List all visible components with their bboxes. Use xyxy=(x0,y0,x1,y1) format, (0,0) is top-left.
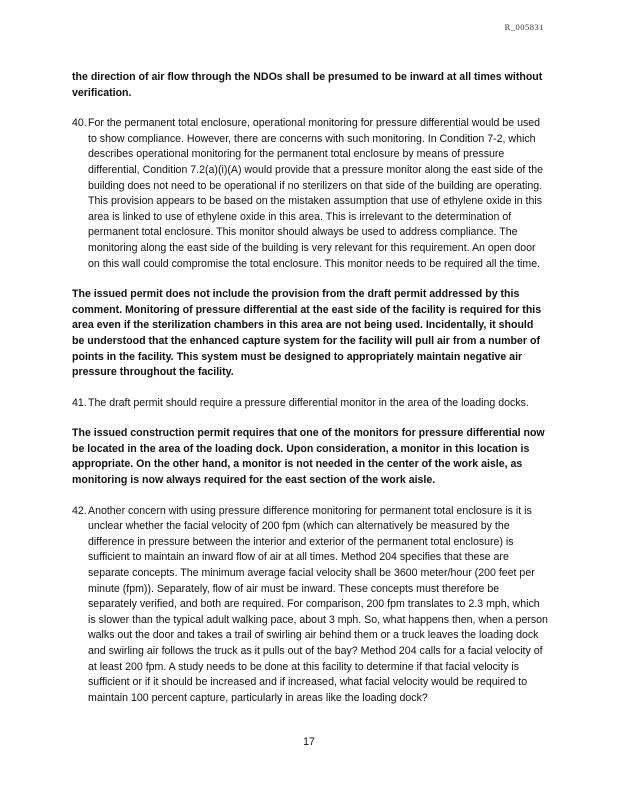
bates-number: R_005831 xyxy=(504,22,544,32)
response-paragraph-40: The issued permit does not include the provision from the draft permit addressed by this comment. Monitoring of pressure differential at the east side of the facility is required for this area even if the sterilization chambers in this area are not being used. Incidentally, it should be understood that the enhanced capture system for the facility will pull air from a number of points in the facility. This system must be designed to appropriately maintain negative air pressure throughout the facility. xyxy=(72,288,542,379)
item-number: 40. xyxy=(72,117,87,130)
item-text: For the permanent total enclosure, operational monitoring for pressure differential would be used to show compliance. However, there are concerns with such monitoring. In Condition 7-2, which describes operational monitoring for the permanent total enclosure by means of pressure differential, Condition 7.2(a)(i)(A) would provide that a pressure monitor along the east side of the building does not need to be operational if no sterilizers on that side of the building are operating. This provision appears to be based on the mistaken assumption that use of ethylene oxide in this area is linked to use of ethylene oxide in this area. This is irrelevant to the determination of permanent total enclosure. This monitor should always be used to address compliance. The monitoring along the east side of the building is very relevant for this requirement. An open door on this wall could compromise the total enclosure. This monitor needs to be required all the time. xyxy=(88,117,543,270)
page-number: 17 xyxy=(303,736,315,748)
comment-item-41 xyxy=(72,396,548,412)
item-number: 42. xyxy=(72,504,87,517)
item-number: 41. xyxy=(72,396,87,409)
comment-item-40 xyxy=(72,116,548,272)
comment-item-42 xyxy=(72,504,548,707)
response-paragraph-continued: the direction of air flow through the NDOs shall be presumed to be inward at all times without verification. xyxy=(72,71,543,99)
item-text: Another concern with using pressure difference monitoring for permanent total enclosure is it is unclear whether the facial velocity of 200 fpm (which can alternatively be measured by the difference in pressure between the interior and exterior of the permanent total enclosure) is sufficient to maintain an inward flow of air at all times. Method 204 specifies that these are separate concepts. The minimum average facial velocity shall be 3600 meter/hour (200 feet per minute (fpm)). Separately, flow of air must be inward. These concepts must therefore be separately verified, and both are required. For comparison, 200 fpm translates to 2.3 mph, which is slower than the typical adult walking pace, about 3 mph. So, what happens then, when a person walks out the door and takes a trail of swirling air behind them or a truck leaves the loading dock and swirling air follows the truck as it pulls out of the bay? Method 204 calls for a facial velocity of at least 200 fpm. A study needs to be done at this facility to determine if that facial velocity is sufficient or if it should be increased and if increased, what facial velocity would be required to maintain 100 percent capture, particularly in areas like the loading dock? xyxy=(88,504,548,704)
item-text: The draft permit should require a pressure differential monitor in the area of the loading docks. xyxy=(88,396,529,409)
response-paragraph-41: The issued construction permit requires that one of the monitors for pressure differential now be located in the area of the loading dock. Upon consideration, a monitor in this location is appropriate. On the other hand, a monitor is not needed in the center of the work aisle, as monitoring is now always required for the east section of the work aisle. xyxy=(72,427,545,487)
document-body xyxy=(72,70,548,721)
